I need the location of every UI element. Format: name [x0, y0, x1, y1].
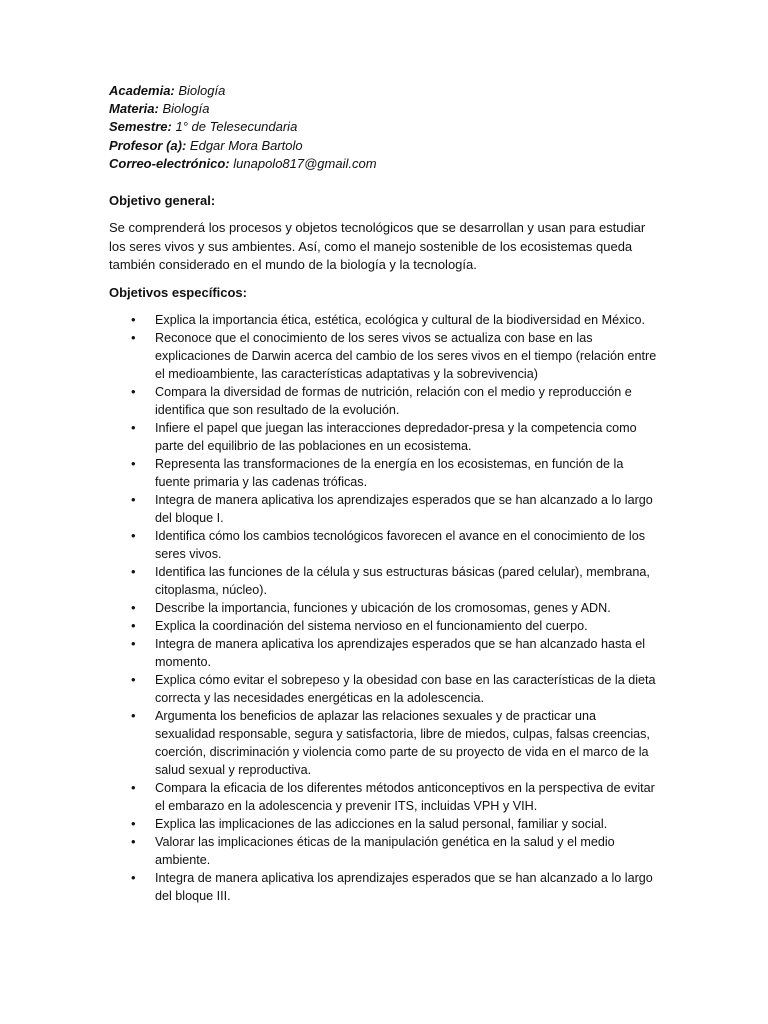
general-objective-text: Se comprenderá los procesos y objetos tecnológicos que se desarrollan y usan para estudiar los seres vivos y sus ambientes. Así, como el manejo sostenible de los ecosistemas queda también considerado en el mundo de la biología y la tecnología.	[109, 220, 646, 273]
semestre-line	[109, 118, 658, 136]
objective-text: Valorar las implicaciones éticas de la manipulación genética en la salud y el medio ambiente.	[155, 834, 615, 867]
objective-text: Explica las implicaciones de las adicciones en la salud personal, familiar y social.	[155, 816, 608, 831]
bullet-icon: •	[131, 563, 136, 579]
objective-item	[109, 869, 658, 905]
objective-item	[109, 491, 658, 527]
bullet-icon: •	[131, 599, 136, 615]
bullet-icon: •	[131, 833, 136, 849]
semestre-label: Semestre:	[109, 119, 172, 135]
academia-value: Biología	[178, 83, 226, 98]
bullet-icon: •	[131, 491, 136, 507]
objective-text: Infiere el papel que juegan las interacciones depredador-presa y la competencia como parte del equilibrio de las poblaciones en un ecosistema.	[155, 420, 637, 453]
bullet-icon: •	[131, 815, 136, 831]
objective-item	[109, 419, 658, 455]
objective-text: Integra de manera aplicativa los aprendizajes esperados que se han alcanzado a lo largo del bloque III.	[155, 870, 653, 903]
objective-item	[109, 815, 658, 833]
objective-item	[109, 311, 658, 329]
objective-text: Explica la importancia ética, estética, ecológica y cultural de la biodiversidad en México.	[155, 312, 646, 327]
bullet-icon: •	[131, 635, 136, 651]
objective-text: Identifica cómo los cambios tecnológicos favorecen el avance en el conocimiento de los seres vivos.	[155, 528, 646, 561]
objective-item	[109, 455, 658, 491]
objective-item	[109, 527, 658, 563]
specific-objectives-heading: Objetivos específicos:	[109, 284, 247, 300]
bullet-icon: •	[131, 617, 136, 633]
objective-text: Representa las transformaciones de la energía en los ecosistemas, en función de la fuente primaria y las cadenas tróficas.	[155, 456, 624, 489]
bullet-icon: •	[131, 527, 136, 543]
bullet-icon: •	[131, 419, 136, 435]
objective-text: Reconoce que el conocimiento de los seres vivos se actualiza con base en las explicaciones de Darwin acerca del cambio de los seres vivos en el tiempo (relación entre el medioambiente, las características adaptativas y la sobrevivencia)	[155, 330, 657, 381]
bullet-icon: •	[131, 707, 136, 723]
bullet-icon: •	[131, 779, 136, 795]
materia-value: Biología	[162, 101, 210, 117]
objective-item	[109, 635, 658, 671]
materia-label: Materia:	[109, 101, 159, 117]
materia-line	[109, 100, 658, 118]
objective-item	[109, 329, 658, 383]
bullet-icon: •	[131, 869, 136, 885]
objective-text: Describe la importancia, funciones y ubicación de los cromosomas, genes y ADN.	[155, 600, 611, 615]
academia-line	[109, 82, 658, 100]
objective-text: Explica cómo evitar el sobrepeso y la obesidad con base en las características de la dieta correcta y las necesidades energéticas en la adolescencia.	[155, 672, 656, 705]
bullet-icon: •	[131, 383, 136, 399]
objective-text: Compara la eficacia de los diferentes métodos anticonceptivos en la perspectiva de evitar el embarazo en la adolescencia y prevenir ITS, incluidas VPH y VIH.	[155, 780, 655, 813]
objective-text: Integra de manera aplicativa los aprendizajes esperados que se han alcanzado hasta el momento.	[155, 636, 646, 669]
objective-text: Integra de manera aplicativa los aprendizajes esperados que se han alcanzado a lo largo del bloque I.	[155, 492, 653, 525]
bullet-icon: •	[131, 671, 136, 687]
profesor-value: Edgar Mora Bartolo	[189, 137, 303, 153]
objective-item	[109, 779, 658, 815]
semestre-value: 1° de Telesecundaria	[175, 119, 298, 135]
bullet-icon: •	[131, 329, 136, 345]
profesor-label: Profesor (a):	[109, 137, 187, 153]
bullet-icon: •	[131, 455, 136, 471]
correo-label: Correo-electrónico:	[109, 155, 230, 171]
correo-value: lunapolo817@gmail.com	[233, 155, 377, 171]
objective-item	[109, 599, 658, 617]
objective-text: Identifica las funciones de la célula y sus estructuras básicas (pared celular), membrana, citoplasma, núcleo).	[155, 564, 650, 597]
specific-objectives-list	[109, 311, 658, 905]
objective-text: Compara la diversidad de formas de nutrición, relación con el medio y reproducción e identifica que son resultado de la evolución.	[155, 384, 632, 417]
objective-text: Explica la coordinación del sistema nervioso en el funcionamiento del cuerpo.	[155, 618, 588, 633]
academia-label: Academia:	[109, 83, 175, 98]
objective-item	[109, 617, 658, 635]
objective-item	[109, 563, 658, 599]
objective-text: Argumenta los beneficios de aplazar las relaciones sexuales y de practicar una sexualidad responsable, segura y satisfactoria, libre de miedos, culpas, falsas creencias, coerción, discriminación y violencia como parte de su proyecto de vida en el marco de la salud sexual y reproductiva.	[155, 708, 650, 777]
general-objective-heading: Objetivo general:	[109, 193, 216, 209]
correo-line	[109, 155, 658, 173]
bullet-icon: •	[131, 311, 136, 327]
objective-item	[109, 671, 658, 707]
objective-item	[109, 707, 658, 779]
objective-item	[109, 833, 658, 869]
course-info	[109, 82, 658, 173]
profesor-line	[109, 137, 658, 155]
objective-item	[109, 383, 658, 419]
